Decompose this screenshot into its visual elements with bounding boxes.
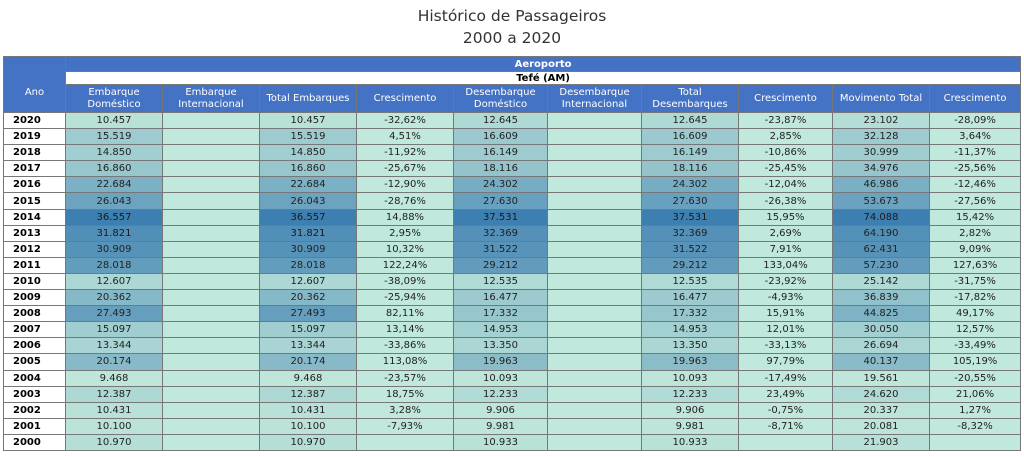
cell-tot-des: 16.609 xyxy=(642,129,739,145)
table-body xyxy=(4,113,1021,451)
cell-cresc3: -11,37% xyxy=(930,145,1021,161)
cell-cresc1: 10,32% xyxy=(357,241,454,257)
cell-tot-emb: 10.431 xyxy=(260,402,357,418)
cell-cresc2: -4,93% xyxy=(739,290,833,306)
cell-des-dom: 31.522 xyxy=(454,241,548,257)
year-cell: 2011 xyxy=(4,257,66,273)
cell-tot-des: 16.149 xyxy=(642,145,739,161)
cell-des-int xyxy=(548,257,642,273)
cell-tot-emb: 15.097 xyxy=(260,322,357,338)
year-cell: 2015 xyxy=(4,193,66,209)
cell-mov: 26.694 xyxy=(833,338,930,354)
cell-des-dom: 24.302 xyxy=(454,177,548,193)
table-row xyxy=(4,322,1021,338)
year-cell: 2000 xyxy=(4,434,66,450)
cell-cresc2 xyxy=(739,434,833,450)
cell-tot-emb: 28.018 xyxy=(260,257,357,273)
year-cell: 2017 xyxy=(4,161,66,177)
cell-cresc2: 7,91% xyxy=(739,241,833,257)
cell-mov: 53.673 xyxy=(833,193,930,209)
cell-mov: 40.137 xyxy=(833,354,930,370)
cell-cresc3: -25,56% xyxy=(930,161,1021,177)
cell-cresc1: 14,88% xyxy=(357,209,454,225)
cell-des-dom: 16.149 xyxy=(454,145,548,161)
cell-des-int xyxy=(548,113,642,129)
cell-cresc2: 15,91% xyxy=(739,306,833,322)
cell-des-int xyxy=(548,402,642,418)
cell-cresc3: 9,09% xyxy=(930,241,1021,257)
cell-cresc1 xyxy=(357,434,454,450)
cell-emb-int xyxy=(163,322,260,338)
cell-tot-des: 31.522 xyxy=(642,241,739,257)
cell-emb-dom: 31.821 xyxy=(66,225,163,241)
cell-tot-des: 27.630 xyxy=(642,193,739,209)
cell-mov: 23.102 xyxy=(833,113,930,129)
cell-cresc2: 2,85% xyxy=(739,129,833,145)
table-row xyxy=(4,290,1021,306)
cell-emb-int xyxy=(163,145,260,161)
cell-cresc2: -8,71% xyxy=(739,418,833,434)
year-cell: 2007 xyxy=(4,322,66,338)
cell-cresc2: -12,04% xyxy=(739,177,833,193)
cell-des-int xyxy=(548,241,642,257)
cell-cresc1: -12,90% xyxy=(357,177,454,193)
cell-des-int xyxy=(548,225,642,241)
table-row xyxy=(4,113,1021,129)
year-cell: 2005 xyxy=(4,354,66,370)
cell-mov: 21.903 xyxy=(833,434,930,450)
cell-emb-int xyxy=(163,161,260,177)
cell-cresc1: -25,67% xyxy=(357,161,454,177)
cell-cresc3: 1,27% xyxy=(930,402,1021,418)
cell-emb-dom: 15.519 xyxy=(66,129,163,145)
cell-emb-dom: 10.431 xyxy=(66,402,163,418)
cell-des-dom: 32.369 xyxy=(454,225,548,241)
table-row xyxy=(4,129,1021,145)
cell-tot-des: 16.477 xyxy=(642,290,739,306)
cell-cresc1: -33,86% xyxy=(357,338,454,354)
cell-des-dom: 14.953 xyxy=(454,322,548,338)
cell-tot-emb: 10.100 xyxy=(260,418,357,434)
cell-tot-emb: 31.821 xyxy=(260,225,357,241)
cell-cresc2: 2,69% xyxy=(739,225,833,241)
cell-cresc2: 97,79% xyxy=(739,354,833,370)
cell-mov: 25.142 xyxy=(833,273,930,289)
cell-mov: 32.128 xyxy=(833,129,930,145)
cell-emb-int xyxy=(163,193,260,209)
cell-tot-emb: 30.909 xyxy=(260,241,357,257)
cell-tot-des: 37.531 xyxy=(642,209,739,225)
table-row xyxy=(4,306,1021,322)
cell-tot-des: 12.645 xyxy=(642,113,739,129)
cell-cresc3: 105,19% xyxy=(930,354,1021,370)
cell-mov: 30.999 xyxy=(833,145,930,161)
col-header-ano: Ano xyxy=(4,57,66,113)
cell-mov: 24.620 xyxy=(833,386,930,402)
cell-des-dom: 16.477 xyxy=(454,290,548,306)
cell-des-int xyxy=(548,354,642,370)
cell-tot-des: 19.963 xyxy=(642,354,739,370)
cell-mov: 44.825 xyxy=(833,306,930,322)
cell-cresc1: -38,09% xyxy=(357,273,454,289)
year-cell: 2008 xyxy=(4,306,66,322)
cell-cresc3: 2,82% xyxy=(930,225,1021,241)
cell-tot-emb: 20.174 xyxy=(260,354,357,370)
cell-emb-int xyxy=(163,177,260,193)
cell-cresc1: -7,93% xyxy=(357,418,454,434)
cell-cresc3: 127,63% xyxy=(930,257,1021,273)
cell-cresc1: 18,75% xyxy=(357,386,454,402)
cell-des-dom: 10.093 xyxy=(454,370,548,386)
cell-cresc2: -10,86% xyxy=(739,145,833,161)
cell-cresc3: -20,55% xyxy=(930,370,1021,386)
cell-emb-int xyxy=(163,402,260,418)
year-cell: 2003 xyxy=(4,386,66,402)
cell-des-int xyxy=(548,209,642,225)
cell-cresc3: 15,42% xyxy=(930,209,1021,225)
cell-emb-dom: 16.860 xyxy=(66,161,163,177)
cell-des-dom: 12.645 xyxy=(454,113,548,129)
year-cell: 2016 xyxy=(4,177,66,193)
airport-header: Tefé (AM) xyxy=(66,72,1021,85)
cell-des-int xyxy=(548,177,642,193)
cell-mov: 36.839 xyxy=(833,290,930,306)
cell-tot-emb: 27.493 xyxy=(260,306,357,322)
cell-mov: 20.081 xyxy=(833,418,930,434)
table-row xyxy=(4,241,1021,257)
col-header-crescimento-1: Crescimento xyxy=(357,85,454,113)
table-row xyxy=(4,209,1021,225)
cell-emb-int xyxy=(163,290,260,306)
cell-des-dom: 18.116 xyxy=(454,161,548,177)
table-row xyxy=(4,338,1021,354)
cell-tot-des: 10.933 xyxy=(642,434,739,450)
cell-cresc3: 12,57% xyxy=(930,322,1021,338)
cell-tot-emb: 36.557 xyxy=(260,209,357,225)
cell-cresc2: -25,45% xyxy=(739,161,833,177)
cell-cresc3: 49,17% xyxy=(930,306,1021,322)
cell-des-int xyxy=(548,338,642,354)
cell-tot-emb: 12.387 xyxy=(260,386,357,402)
cell-des-int xyxy=(548,290,642,306)
cell-tot-emb: 20.362 xyxy=(260,290,357,306)
cell-tot-emb: 16.860 xyxy=(260,161,357,177)
cell-cresc3 xyxy=(930,434,1021,450)
cell-cresc1: 113,08% xyxy=(357,354,454,370)
col-header-crescimento-2: Crescimento xyxy=(739,85,833,113)
table-row xyxy=(4,177,1021,193)
cell-des-dom: 17.332 xyxy=(454,306,548,322)
cell-cresc3: -12,46% xyxy=(930,177,1021,193)
year-cell: 2019 xyxy=(4,129,66,145)
cell-emb-dom: 27.493 xyxy=(66,306,163,322)
cell-emb-dom: 26.043 xyxy=(66,193,163,209)
cell-emb-int xyxy=(163,209,260,225)
cell-emb-dom: 13.344 xyxy=(66,338,163,354)
cell-mov: 74.088 xyxy=(833,209,930,225)
cell-emb-dom: 10.100 xyxy=(66,418,163,434)
cell-tot-des: 14.953 xyxy=(642,322,739,338)
col-header-embarque-internacional: Embarque Internacional xyxy=(163,85,260,113)
cell-des-dom: 12.535 xyxy=(454,273,548,289)
cell-des-int xyxy=(548,322,642,338)
cell-emb-dom: 36.557 xyxy=(66,209,163,225)
cell-cresc2: 133,04% xyxy=(739,257,833,273)
cell-des-int xyxy=(548,161,642,177)
cell-cresc2: 12,01% xyxy=(739,322,833,338)
cell-emb-int xyxy=(163,113,260,129)
cell-tot-emb: 10.970 xyxy=(260,434,357,450)
cell-tot-des: 9.981 xyxy=(642,418,739,434)
cell-emb-dom: 20.174 xyxy=(66,354,163,370)
cell-cresc3: -17,82% xyxy=(930,290,1021,306)
cell-des-int xyxy=(548,418,642,434)
col-header-crescimento-3: Crescimento xyxy=(930,85,1021,113)
cell-cresc1: -28,76% xyxy=(357,193,454,209)
table-row xyxy=(4,225,1021,241)
cell-tot-emb: 26.043 xyxy=(260,193,357,209)
cell-emb-dom: 30.909 xyxy=(66,241,163,257)
cell-emb-dom: 10.970 xyxy=(66,434,163,450)
cell-emb-int xyxy=(163,273,260,289)
cell-des-dom: 37.531 xyxy=(454,209,548,225)
chart-title-line2: 2000 a 2020 xyxy=(462,29,562,47)
cell-tot-des: 12.535 xyxy=(642,273,739,289)
table-row xyxy=(4,386,1021,402)
cell-des-int xyxy=(548,434,642,450)
cell-tot-des: 9.906 xyxy=(642,402,739,418)
cell-des-dom: 12.233 xyxy=(454,386,548,402)
cell-des-dom: 9.906 xyxy=(454,402,548,418)
cell-emb-dom: 10.457 xyxy=(66,113,163,129)
cell-cresc1: -32,62% xyxy=(357,113,454,129)
passenger-table xyxy=(3,56,1021,451)
cell-mov: 30.050 xyxy=(833,322,930,338)
cell-emb-dom: 20.362 xyxy=(66,290,163,306)
cell-des-dom: 10.933 xyxy=(454,434,548,450)
cell-cresc2: -26,38% xyxy=(739,193,833,209)
year-cell: 2012 xyxy=(4,241,66,257)
cell-des-dom: 16.609 xyxy=(454,129,548,145)
chart-title-line1: Histórico de Passageiros xyxy=(417,7,607,25)
cell-tot-des: 24.302 xyxy=(642,177,739,193)
year-cell: 2006 xyxy=(4,338,66,354)
cell-tot-emb: 9.468 xyxy=(260,370,357,386)
year-cell: 2018 xyxy=(4,145,66,161)
cell-cresc1: -25,94% xyxy=(357,290,454,306)
cell-cresc1: 3,28% xyxy=(357,402,454,418)
cell-emb-dom: 12.607 xyxy=(66,273,163,289)
table-row xyxy=(4,193,1021,209)
cell-emb-int xyxy=(163,434,260,450)
cell-des-dom: 9.981 xyxy=(454,418,548,434)
cell-emb-int xyxy=(163,306,260,322)
cell-tot-emb: 10.457 xyxy=(260,113,357,129)
cell-mov: 34.976 xyxy=(833,161,930,177)
cell-cresc3: -31,75% xyxy=(930,273,1021,289)
table-row xyxy=(4,161,1021,177)
year-cell: 2001 xyxy=(4,418,66,434)
cell-cresc1: 2,95% xyxy=(357,225,454,241)
cell-tot-emb: 12.607 xyxy=(260,273,357,289)
table-row xyxy=(4,434,1021,450)
cell-cresc2: 23,49% xyxy=(739,386,833,402)
cell-cresc1: 13,14% xyxy=(357,322,454,338)
cell-des-int xyxy=(548,306,642,322)
cell-des-dom: 29.212 xyxy=(454,257,548,273)
table-row xyxy=(4,370,1021,386)
cell-cresc2: -23,92% xyxy=(739,273,833,289)
cell-des-int xyxy=(548,129,642,145)
group-header: Aeroporto xyxy=(66,57,1021,72)
cell-des-int xyxy=(548,370,642,386)
cell-tot-emb: 14.850 xyxy=(260,145,357,161)
table-row xyxy=(4,418,1021,434)
cell-emb-dom: 12.387 xyxy=(66,386,163,402)
cell-emb-int xyxy=(163,370,260,386)
cell-mov: 62.431 xyxy=(833,241,930,257)
cell-emb-dom: 28.018 xyxy=(66,257,163,273)
cell-emb-int xyxy=(163,338,260,354)
cell-cresc2: -23,87% xyxy=(739,113,833,129)
cell-cresc1: -23,57% xyxy=(357,370,454,386)
cell-cresc3: -33,49% xyxy=(930,338,1021,354)
cell-mov: 64.190 xyxy=(833,225,930,241)
cell-emb-int xyxy=(163,386,260,402)
cell-cresc1: -11,92% xyxy=(357,145,454,161)
year-cell: 2013 xyxy=(4,225,66,241)
cell-tot-des: 17.332 xyxy=(642,306,739,322)
cell-cresc3: -8,32% xyxy=(930,418,1021,434)
cell-des-int xyxy=(548,386,642,402)
cell-tot-des: 13.350 xyxy=(642,338,739,354)
col-header-movimento-total: Movimento Total xyxy=(833,85,930,113)
year-cell: 2014 xyxy=(4,209,66,225)
cell-emb-int xyxy=(163,418,260,434)
cell-cresc1: 4,51% xyxy=(357,129,454,145)
year-cell: 2009 xyxy=(4,290,66,306)
cell-des-dom: 19.963 xyxy=(454,354,548,370)
cell-cresc3: 21,06% xyxy=(930,386,1021,402)
cell-cresc2: -17,49% xyxy=(739,370,833,386)
cell-cresc2: 15,95% xyxy=(739,209,833,225)
cell-des-int xyxy=(548,145,642,161)
col-header-embarque-domestico: Embarque Doméstico xyxy=(66,85,163,113)
cell-tot-des: 29.212 xyxy=(642,257,739,273)
table-row xyxy=(4,354,1021,370)
cell-des-dom: 27.630 xyxy=(454,193,548,209)
cell-emb-dom: 15.097 xyxy=(66,322,163,338)
col-header-desembarque-internacional: Desembarque Internacional xyxy=(548,85,642,113)
cell-tot-des: 18.116 xyxy=(642,161,739,177)
year-cell: 2020 xyxy=(4,113,66,129)
col-header-total-embarques: Total Embarques xyxy=(260,85,357,113)
cell-cresc2: -0,75% xyxy=(739,402,833,418)
cell-tot-emb: 15.519 xyxy=(260,129,357,145)
table-row xyxy=(4,273,1021,289)
cell-mov: 20.337 xyxy=(833,402,930,418)
cell-cresc2: -33,13% xyxy=(739,338,833,354)
cell-cresc1: 122,24% xyxy=(357,257,454,273)
cell-cresc1: 82,11% xyxy=(357,306,454,322)
table-row xyxy=(4,257,1021,273)
table-row xyxy=(4,145,1021,161)
cell-emb-int xyxy=(163,354,260,370)
year-cell: 2010 xyxy=(4,273,66,289)
cell-des-dom: 13.350 xyxy=(454,338,548,354)
cell-tot-des: 32.369 xyxy=(642,225,739,241)
cell-emb-int xyxy=(163,257,260,273)
cell-cresc3: -27,56% xyxy=(930,193,1021,209)
cell-emb-dom: 22.684 xyxy=(66,177,163,193)
col-header-total-desembarques: Total Desembarques xyxy=(642,85,739,113)
cell-tot-emb: 13.344 xyxy=(260,338,357,354)
cell-emb-int xyxy=(163,129,260,145)
cell-tot-des: 10.093 xyxy=(642,370,739,386)
cell-des-int xyxy=(548,193,642,209)
cell-mov: 46.986 xyxy=(833,177,930,193)
cell-emb-dom: 9.468 xyxy=(66,370,163,386)
col-header-desembarque-domestico: Desembarque Doméstico xyxy=(454,85,548,113)
year-cell: 2004 xyxy=(4,370,66,386)
cell-tot-des: 12.233 xyxy=(642,386,739,402)
cell-emb-int xyxy=(163,225,260,241)
cell-cresc3: 3,64% xyxy=(930,129,1021,145)
cell-mov: 57.230 xyxy=(833,257,930,273)
cell-mov: 19.561 xyxy=(833,370,930,386)
year-cell: 2002 xyxy=(4,402,66,418)
cell-emb-int xyxy=(163,241,260,257)
cell-des-int xyxy=(548,273,642,289)
table-row xyxy=(4,402,1021,418)
cell-cresc3: -28,09% xyxy=(930,113,1021,129)
cell-tot-emb: 22.684 xyxy=(260,177,357,193)
cell-emb-dom: 14.850 xyxy=(66,145,163,161)
